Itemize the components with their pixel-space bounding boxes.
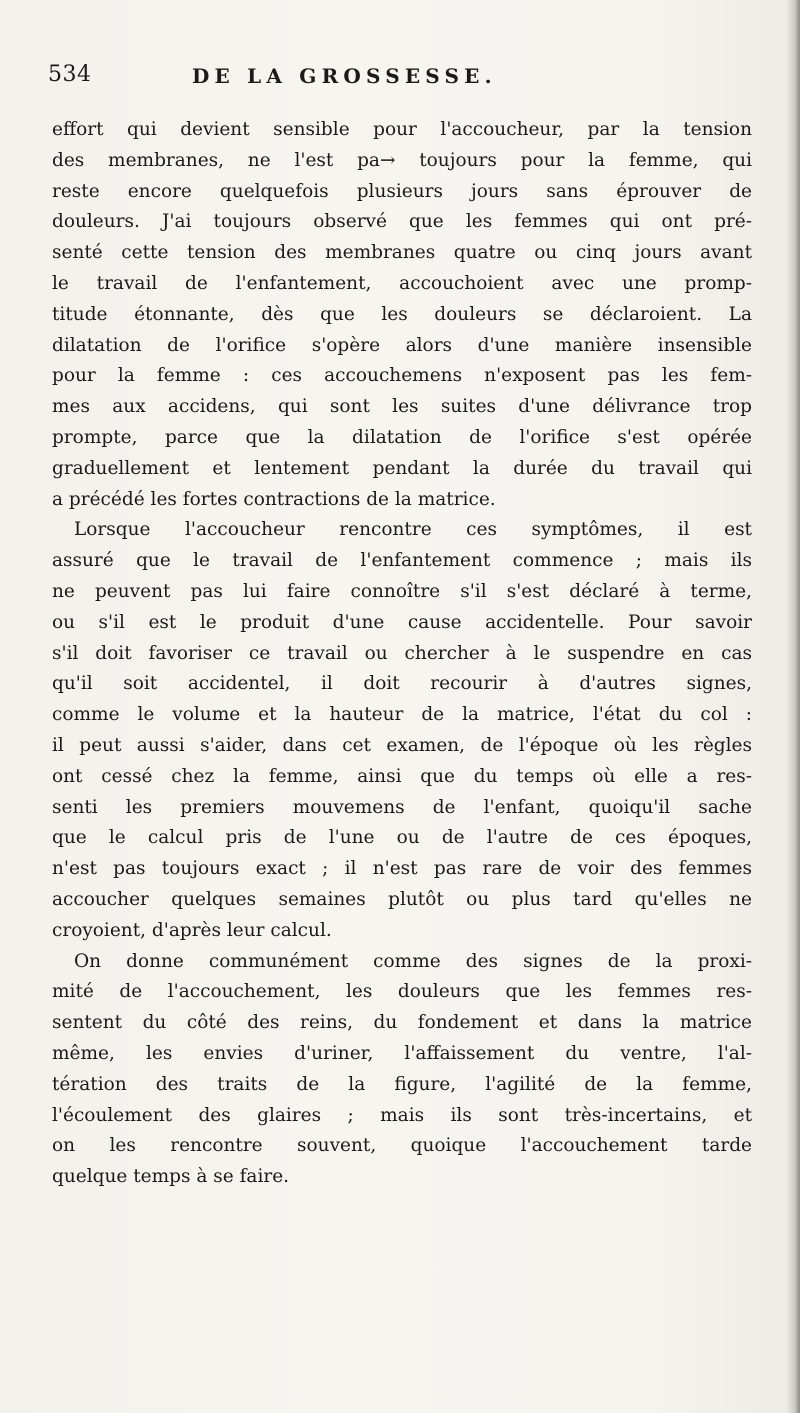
text-line: ou s'il est le produit d'une cause accidentelle. Pour savoir [52,611,752,633]
text-line: pour la femme : ces accouchemens n'exposent pas les fem- [52,365,752,387]
text-line: il peut aussi s'aider, dans cet examen, de l'époque où les règles [52,734,752,756]
body-text [52,115,752,1193]
text-line: croyoient, d'après leur calcul. [52,919,332,941]
page-number: 534 [48,62,92,87]
text-line: dilatation de l'orifice s'opère alors d'une manière insensible [52,334,752,356]
text-line: senté cette tension des membranes quatre ou cinq jours avant [52,242,752,264]
text-line: prompte, parce que la dilatation de l'orifice s'est opérée [52,426,752,448]
text-line: que le calcul pris de l'une ou de l'autre de ces époques, [52,827,752,849]
text-line: On donne communément comme des signes de la proxi- [74,950,752,972]
text-line: ne peuvent pas lui faire connoître s'il s'est déclaré à terme, [52,580,752,602]
text-line: Lorsque l'accoucheur rencontre ces symptômes, il est [74,519,752,541]
running-head: DE LA GROSSESSE. [192,64,497,88]
text-line: qu'il soit accidentel, il doit recourir à d'autres signes, [52,673,752,695]
text-line: effort qui devient sensible pour l'accoucheur, par la tension [52,119,752,140]
text-line: graduellement et lentement pendant la durée du travail qui [52,457,752,479]
text-line: mité de l'accouchement, les douleurs que les femmes res- [52,981,752,1003]
text-line: a précédé les fortes contractions de la matrice. [52,488,496,510]
page-header [48,62,748,102]
text-line: s'il doit favoriser ce travail ou chercher à le suspendre en cas [52,642,752,664]
text-line: douleurs. J'ai toujours observé que les femmes qui ont pré- [52,211,752,233]
paragraph-2 [52,515,752,946]
text-line: senti les premiers mouvemens de l'enfant, quoiqu'il sache [52,796,752,818]
paragraph-1 [52,115,752,515]
text-line: l'écoulement des glaires ; mais ils sont très-incertains, et [52,1104,752,1126]
text-line: sentent du côté des reins, du fondement et dans la matrice [52,1012,752,1034]
text-line: accoucher quelques semaines plutôt ou plus tard qu'elles ne [52,888,752,910]
text-line: n'est pas toujours exact ; il n'est pas rare de voir des femmes [52,858,752,880]
text-line: on les rencontre souvent, quoique l'accouchement tarde [52,1135,752,1157]
page-edge-shadow [786,0,800,1413]
text-line: ont cessé chez la femme, ainsi que du temps où elle a res- [52,765,752,787]
text-line: tération des traits de la figure, l'agilité de la femme, [52,1073,752,1095]
text-line: même, les envies d'uriner, l'affaissement du ventre, l'al- [52,1042,752,1064]
text-line: des membranes, ne l'est pa→ toujours pour la femme, qui [52,149,752,171]
text-line: reste encore quelquefois plusieurs jours sans éprouver de [52,180,752,202]
text-line: titude étonnante, dès que les douleurs se déclaroient. La [52,303,752,325]
text-line: mes aux accidens, qui sont les suites d'une délivrance trop [52,396,752,418]
text-line: quelque temps à se faire. [52,1166,290,1188]
text-line: le travail de l'enfantement, accouchoient avec une promp- [52,272,752,294]
text-line: comme le volume et la hauteur de la matrice, l'état du col : [52,704,752,726]
paragraph-3 [52,947,752,1193]
text-line: assuré que le travail de l'enfantement commence ; mais ils [52,550,752,572]
